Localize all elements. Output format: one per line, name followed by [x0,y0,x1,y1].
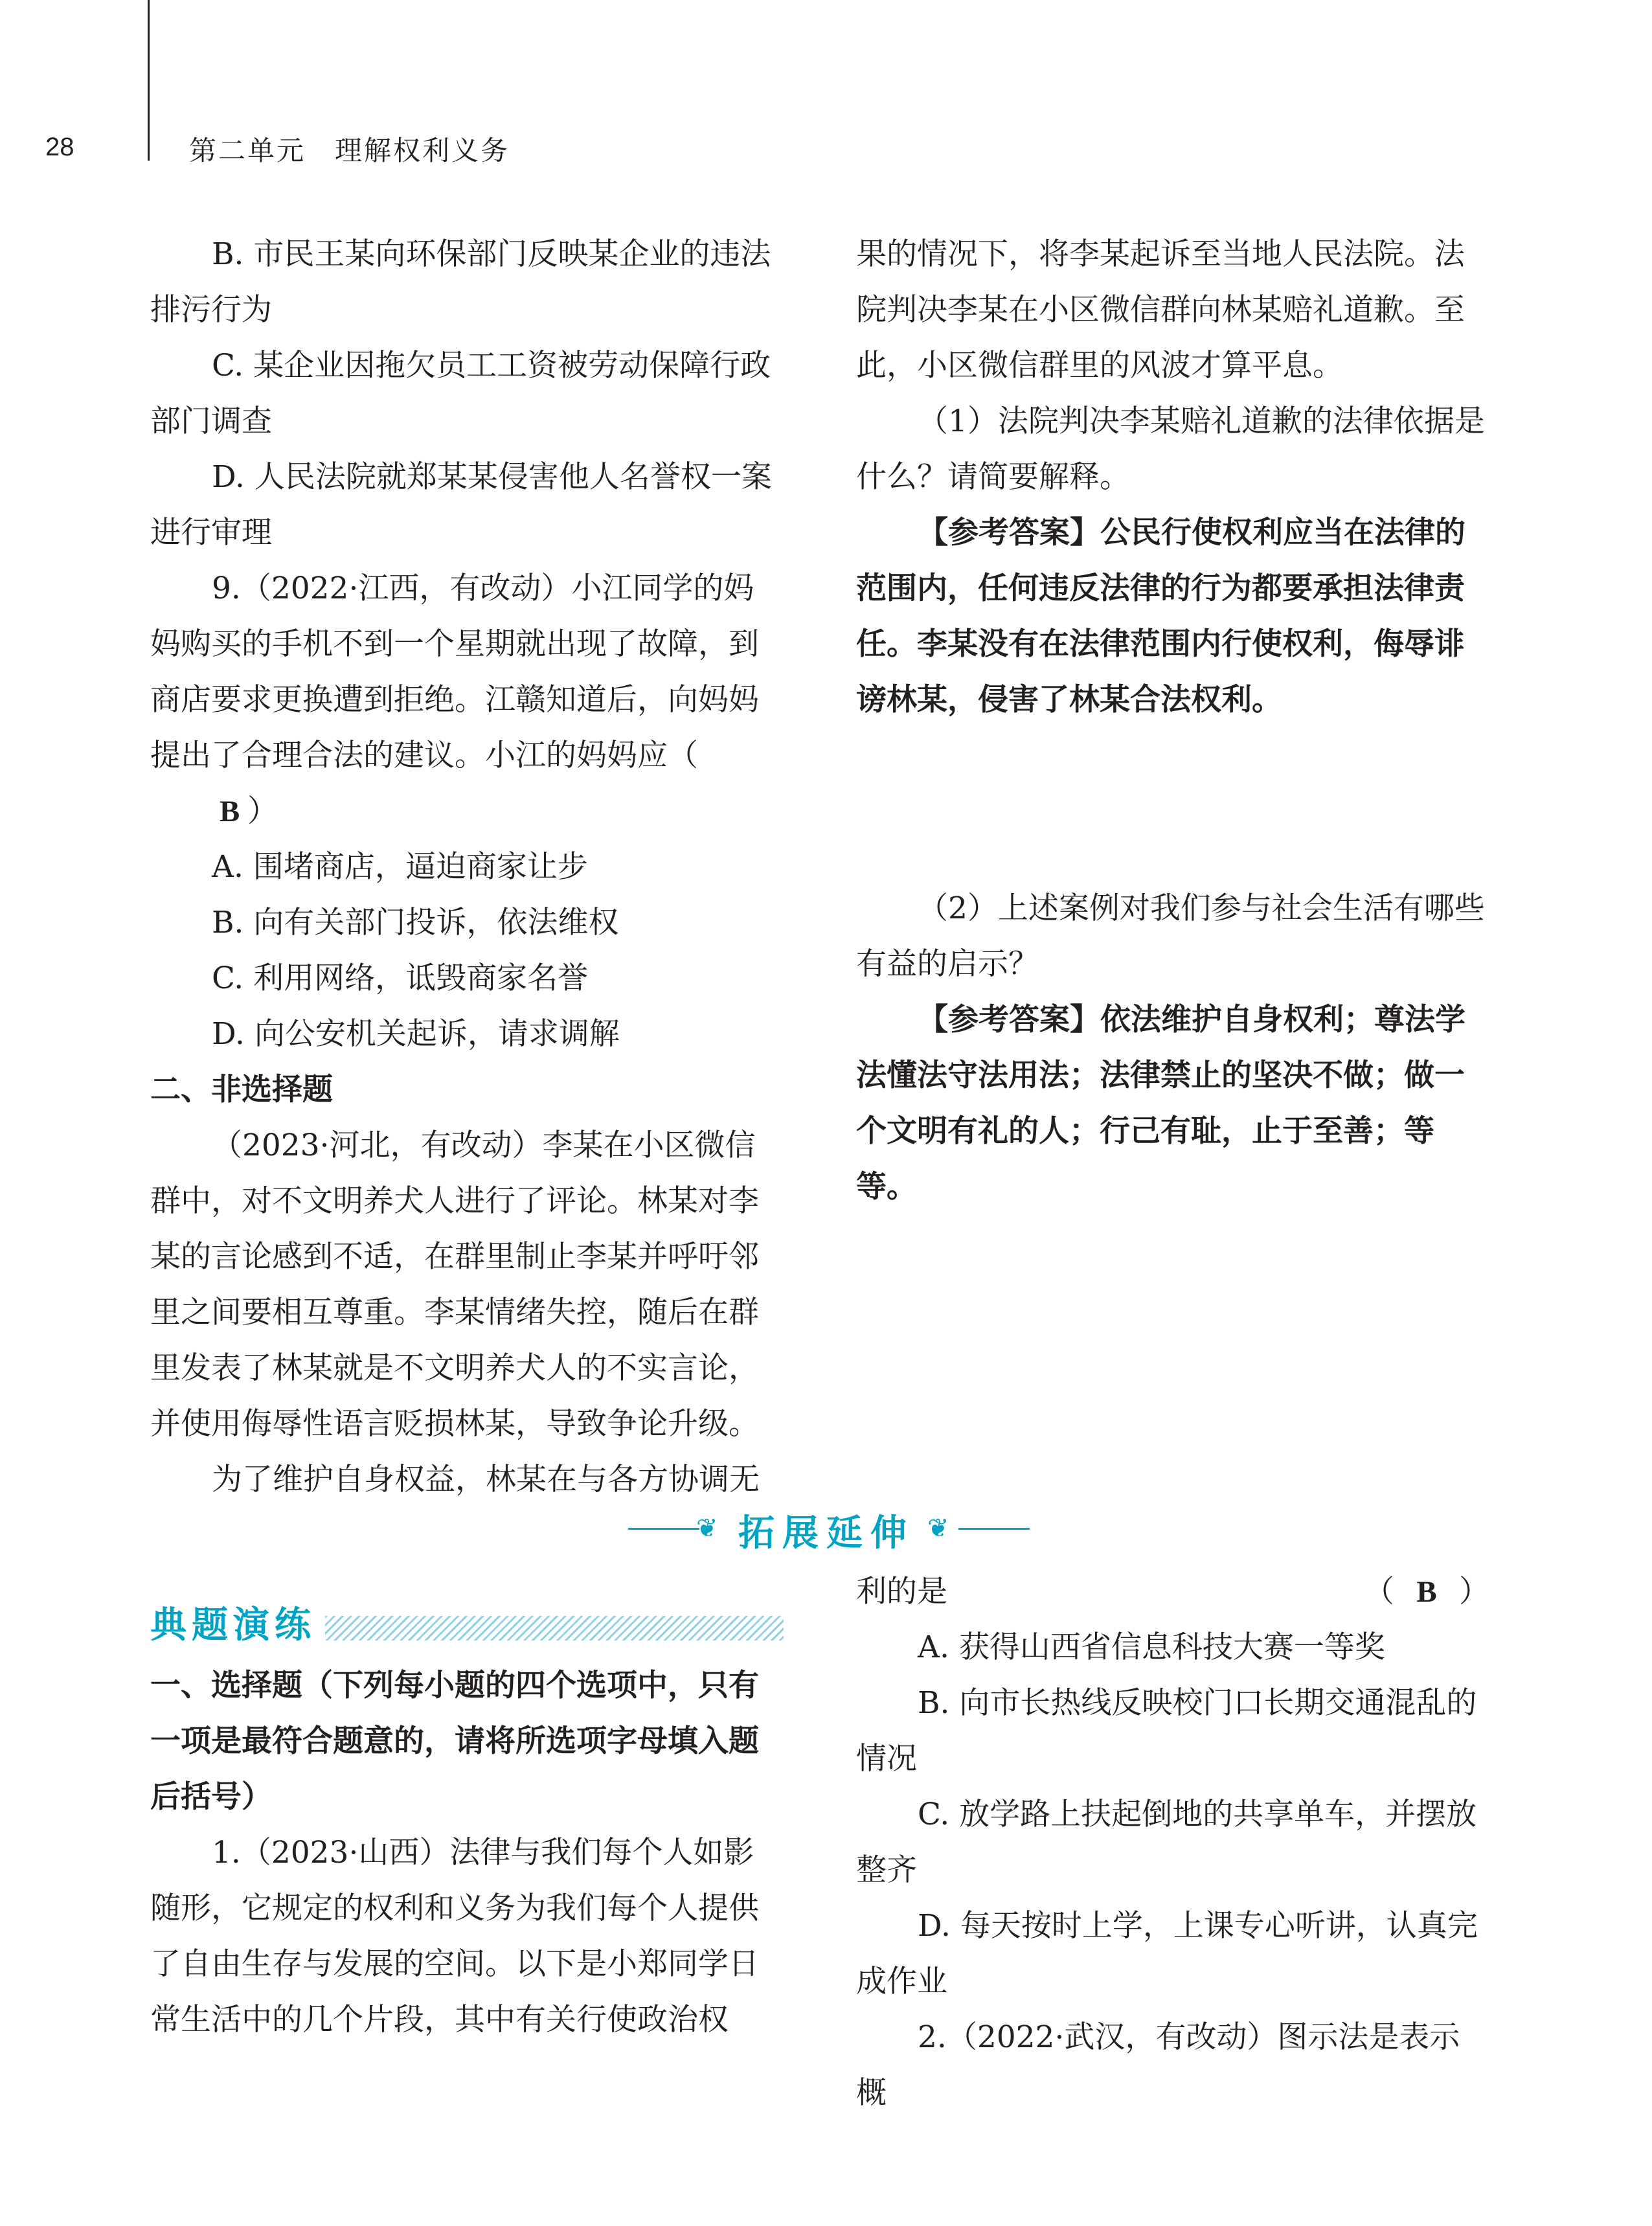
q1-option-d: D. 每天按时上学，上课专心听讲，认真完成作业 [856,1908,1478,1999]
answer-2: 【参考答案】依法维护自身权利；尊法学法懂法守法用法；法律禁止的坚决不做；做一个文明有礼的人；行己有耻，止于至善；等等。 [856,1002,1465,1205]
case-paragraph-2: 为了维护自身权益，林某在与各方协调无 [212,1462,760,1497]
section-2-title: 二、非选择题 [150,1072,333,1107]
q1-continuation-text: 利的是 [856,1574,947,1609]
q9-option-a: A. 围堵商店，逼迫商家让步 [212,849,588,885]
q9-option-b: B. 向有关部门投诉，依法维权 [212,905,619,940]
answer-1: 【参考答案】公民行使权利应当在法律的范围内，任何违反法律的行为都要承担法律责任。李某没有在法律范围内行使权利，侮辱诽谤林某，侵害了林某合法权利。 [856,515,1465,718]
q9-option-d: D. 向公安机关起诉，请求调解 [212,1016,620,1052]
practice-section-header [150,1596,784,1648]
header-rule [148,0,150,161]
scroll-ornament-left-icon: ❦ [696,1514,718,1543]
q9-stem-text: 9.（2022·江西，有改动）小江同学的妈妈购买的手机不到一个星期就出现了故障，到商店要求更换遭到拒绝。江赣知道后，向妈妈提出了合理合法的建议。小江的妈妈应（ [150,571,759,773]
q1-option-a: A. 获得山西省信息科技大赛一等奖 [918,1630,1385,1665]
left-column-bottom [150,1658,784,2048]
q9-stem [150,561,784,839]
q8-option-b: B. 市民王某向环保部门反映某企业的违法排污行为 [150,236,771,328]
case-paragraph-1: （2023·河北，有改动）李某在小区微信群中，对不文明养犬人进行了评论。林某对李某的言论感到不适，在群里制止李某并呼吁邻里之间要相互尊重。李某情绪失控，随后在群里发表了林某就是不文明养犬人的不实言论，并使用侮辱性语言贬损林某，导致争论升级。 [150,1128,759,1442]
right-column-top [856,227,1489,1215]
extension-banner [622,1499,1036,1558]
q2-stem: 2.（2022·武汉，有改动）图示法是表示概 [856,2019,1460,2111]
q1-stem: 1.（2023·山西）法律与我们每个人如影随形，它规定的权利和义务为我们每个人提供了自由生存与发展的空间。以下是小郑同学日常生活中的几个片段，其中有关行使政治权 [150,1835,759,2038]
q1-open: （ [1364,1574,1394,1609]
q9-answer: B [219,795,240,828]
unit-title: 第二单元 理解权利义务 [189,135,510,166]
scroll-ornament-right-icon: ❦ [927,1514,949,1543]
subquestion-2: （2）上述案例对我们参与社会生活有哪些有益的启示？ [856,891,1485,982]
subquestion-1: （1）法院判决李某赔礼道歉的法律依据是什么？请简要解释。 [856,403,1485,495]
q1-continuation [856,1564,1489,1620]
hatch-decoration [325,1616,784,1641]
left-column-top [150,227,784,1508]
right-column-bottom [856,1564,1489,2121]
q9-option-c: C. 利用网络，诋毁商家名誉 [212,960,589,996]
page-number: 28 [45,133,74,161]
q1-close: ） [1459,1574,1489,1609]
answer-space [856,728,1489,881]
case-continuation: 果的情况下，将李某起诉至当地人民法院。法院判决李某在小区微信群向林某赔礼道歉。至此，小区微信群里的风波才算平息。 [856,236,1465,383]
banner-line-right [958,1528,1030,1530]
practice-section-title: 典题演练 [150,1604,316,1646]
q8-option-c: C. 某企业因拖欠员工工资被劳动保障行政部门调查 [150,348,771,439]
q9-close: ） [247,793,278,829]
q1-answer: B [1416,1575,1437,1609]
q1-option-c: C. 放学路上扶起倒地的共享单车，并摆放整齐 [856,1797,1477,1888]
q8-option-d: D. 人民法院就郑某某侵害他人名誉权一案进行审理 [150,459,772,551]
section-1-title: 一、选择题（下列每小题的四个选项中，只有一项是最符合题意的，请将所选项字母填入题后括号） [150,1668,759,1815]
banner-line-left [628,1528,699,1530]
q1-answer-bracket [1364,1564,1489,1620]
q1-option-b: B. 向市长热线反映校门口长期交通混乱的情况 [856,1685,1477,1777]
banner-title: 拓展延伸 [738,1512,914,1554]
